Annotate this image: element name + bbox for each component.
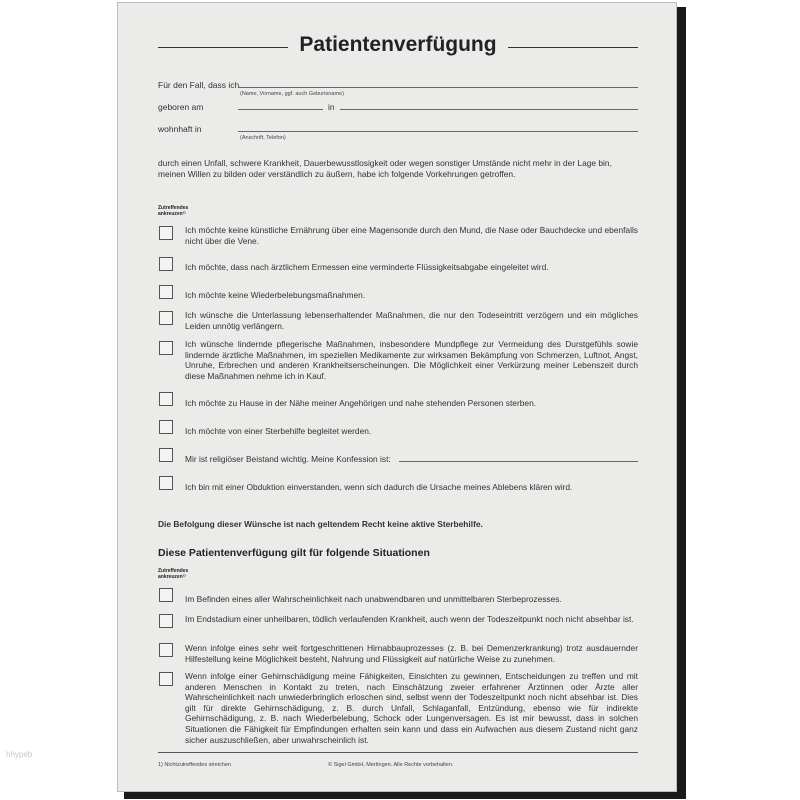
checkbox-palliative-care[interactable] [159, 341, 173, 355]
item-die-at-home: Ich möchte zu Hause in der Nähe meiner Angehörigen und nahe stehenden Personen sterben. [185, 398, 537, 408]
item-no-life-support: Ich wünsche die Unterlassung lebenserhaltender Maßnahmen, die nur den Todeseintritt verzögern und ein mögliches Leiden unnötig verlängern. [185, 310, 638, 331]
copyright: © Sigel GmbH, Mertingen. Alle Rechte vorbehalten. [328, 762, 454, 768]
title-block [158, 31, 638, 61]
intro-text: durch einen Unfall, schwere Krankheit, Dauerbewusstlosigkeit oder wegen sonstiger Umstände nicht mehr in der Lage bin, meinen Willen zu bilden oder verständlich zu äußern, habe ich folgende Vorkehrungen getroffen. [158, 158, 612, 179]
checkbox-religious-support[interactable] [159, 448, 173, 462]
checkbox-artificial-nutrition[interactable] [159, 226, 173, 240]
item-artificial-nutrition: Ich möchte keine künstliche Ernährung über eine Magensonde durch den Mund, die Nase oder Bauchdecke und ebenfalls nicht über die Vene. [185, 225, 638, 246]
check-hint-1: Zutreffendes ankreuzen¹⁾ [158, 205, 189, 217]
footer-rule [158, 752, 638, 753]
checkbox-die-at-home[interactable] [159, 392, 173, 406]
born-in-label: in [328, 102, 335, 112]
item-dying-process: Im Befinden eines aller Wahrscheinlichkeit nach unabwendbaren und unmittelbaren Sterbeprozesses. [185, 594, 562, 604]
address-hint: (Anschrift, Telefon) [240, 135, 286, 141]
checkbox-dementia[interactable] [159, 643, 173, 657]
checkbox-fluid-reduction[interactable] [159, 257, 173, 271]
notice-text: Die Befolgung dieser Wünsche ist nach geltendem Recht keine aktive Sterbehilfe. [158, 519, 483, 529]
item-dementia: Wenn infolge eines sehr weit fortgeschrittenen Hirnabbauprozesses (z. B. bei Demenzerkrankung) trotz ausdauernder Hilfestellung keine Möglichkeit besteht, Nahrung und Flüssigkeit auf natürliche Weise zu zunehmen. [185, 643, 638, 664]
page-title: Patientenverfügung [158, 33, 638, 57]
item-brain-damage: Wenn infolge einer Gehirnschädigung meine Fähigkeiten, Einsichten zu gewinnen, Entscheidungen zu treffen und mit anderen Menschen in Kontakt zu treten, nach Einschätzung zweier erfahrener Ärztinnen oder Ärzte aller Wahrscheinlichkeit nach unwiederbringlich erloschen sind, selbst wenn der Todeszeitpunkt noch nicht absehbar ist. Dies gilt für direkte Gehirnschädigung, z. B. durch Unfall, Schlaganfall, Entzündung, ebenso wie für indirekte Gehirnschädigung, z. B. nach Wiederbelebung, Schock oder Lungenversagen. Es ist mir bewusst, dass in solchen Situationen die Fähigkeit für Empfindungen erhalten sein kann und dass ein Aufwachen aus diesem Zustand nicht ganz sicher auszuschließen, aber unwahrscheinlich ist. [185, 671, 638, 745]
name-hint: (Name, Vorname, ggf. auch Geburtsname) [240, 91, 344, 97]
watermark: hhypeb [6, 750, 33, 759]
checkbox-brain-damage[interactable] [159, 672, 173, 686]
born-place-line[interactable] [340, 109, 638, 110]
item-no-resuscitation: Ich möchte keine Wiederbelebungsmaßnahmen. [185, 290, 366, 300]
item-autopsy: Ich bin mit einer Obduktion einverstanden, wenn sich dadurch die Ursache meines Ablebens klären wird. [185, 482, 573, 492]
item-palliative-care: Ich wünsche lindernde pflegerische Maßnahmen, insbesondere Mundpflege zur Vermeidung des Durstgefühls sowie lindernde ärztliche Maßnahmen, im speziellen Medikamente zur wirksamen Bekämpfung von Schmerzen, Luftnot, Angst, Unruhe, Erbrechen und anderen Krankheitserscheinungen. Die Möglichkeit einer Verkürzung meiner Lebenszeit durch diese Maßnahmen nehme ich in Kauf. [185, 339, 638, 381]
checkbox-autopsy[interactable] [159, 476, 173, 490]
checkbox-terminal-illness[interactable] [159, 614, 173, 628]
checkbox-no-life-support[interactable] [159, 311, 173, 325]
address-line[interactable] [238, 131, 638, 132]
form-sheet [117, 2, 677, 792]
born-label: geboren am [158, 102, 204, 112]
item-terminal-illness: Im Endstadium einer unheilbaren, tödlich verlaufenden Krankheit, auch wenn der Todeszeitpunkt noch nicht absehbar ist. [185, 614, 634, 624]
footnote: 1) Nichtzutreffendes streichen [158, 762, 231, 768]
section2-heading: Diese Patientenverfügung gilt für folgende Situationen [158, 547, 430, 559]
name-label: Für den Fall, dass ich [158, 80, 240, 90]
item-religious-support: Mir ist religiöser Beistand wichtig. Meine Konfession ist: [185, 454, 391, 464]
checkbox-dying-process[interactable] [159, 588, 173, 602]
checkbox-no-resuscitation[interactable] [159, 285, 173, 299]
item-euthanasia-support: Ich möchte von einer Sterbehilfe begleitet werden. [185, 426, 372, 436]
checkbox-euthanasia-support[interactable] [159, 420, 173, 434]
item-fluid-reduction: Ich möchte, dass nach ärztlichem Ermessen eine verminderte Flüssigkeitsabgabe eingeleitet wird. [185, 262, 549, 272]
confession-line[interactable] [399, 461, 638, 462]
check-hint-2: Zutreffendes ankreuzen¹⁾ [158, 568, 189, 580]
address-label: wohnhaft in [158, 124, 202, 134]
name-line[interactable] [238, 87, 638, 88]
born-date-line[interactable] [238, 109, 323, 110]
